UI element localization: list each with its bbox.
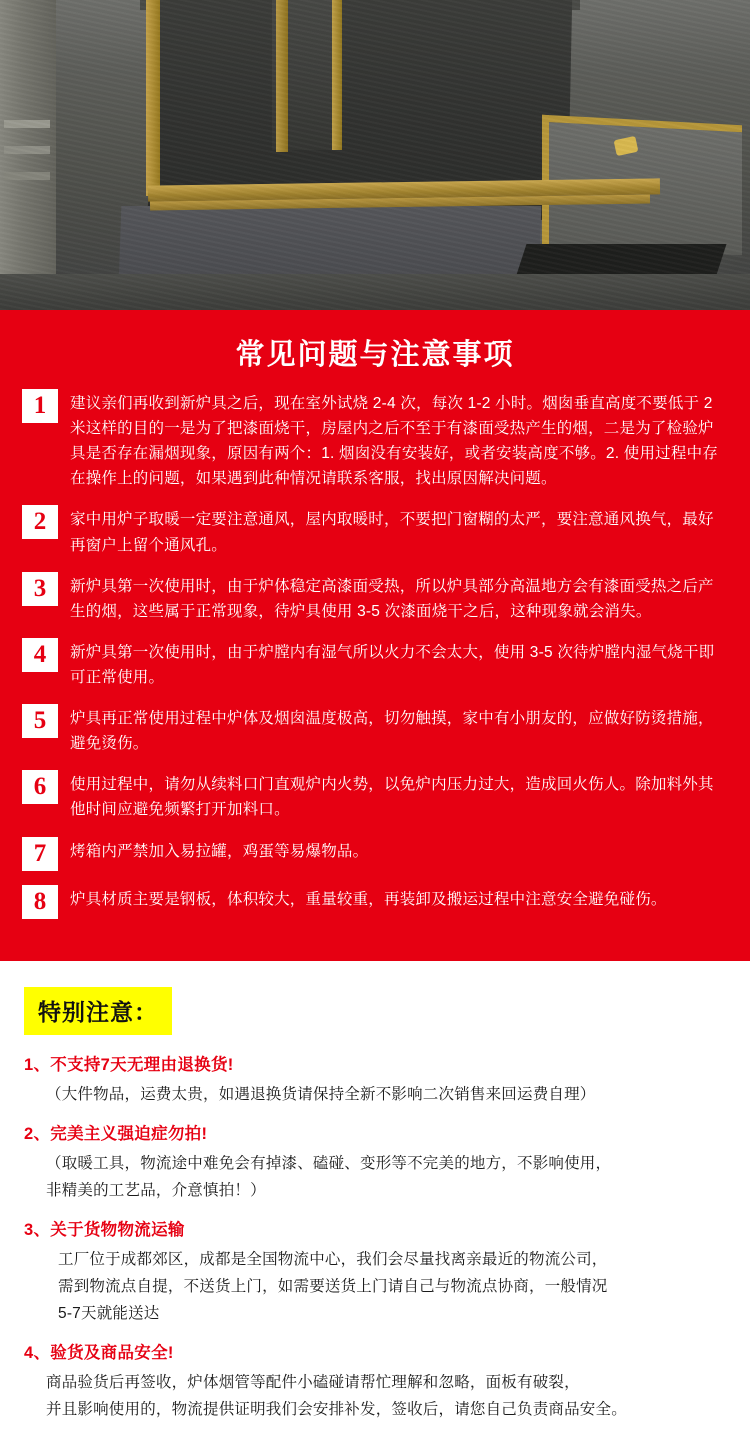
faq-title: 常见问题与注意事项 <box>235 339 515 371</box>
faq-list <box>0 389 750 951</box>
notice-heading: 4、验货及商品安全! <box>24 1344 174 1363</box>
faq-item-text: 新炉具第一次使用时，由于炉体稳定高漆面受热，所以炉具部分高温地方会有漆面受热之后产生的烟，这些属于正常现象，待炉具使用 3-5 次漆面烧干之后，这种现象就会消失。 <box>70 577 714 620</box>
faq-item <box>22 704 724 756</box>
faq-item-text: 建议亲们再收到新炉具之后，现在室外试烧 2-4 次，每次 1-2 小时。烟囱垂直高度不要低于 2 米这样的目的一是为了把漆面烧干，房屋内之后不至于有漆面受热产生的烟，二是为了检验炉具是否存在漏烟现象，原因有两个：1. 烟囱没有安装好，或者安装高度不够。2. 使用过程中存在操作上的问题，如果遇到此种情况请联系客服，找出原因解决问题。 <box>70 395 718 488</box>
faq-item <box>22 837 724 871</box>
faq-item-number: 3 <box>22 572 58 606</box>
faq-item <box>22 389 724 491</box>
notice-block <box>24 1339 726 1423</box>
faq-item-text: 烤箱内严禁加入易拉罐，鸡蛋等易爆物品。 <box>70 842 369 860</box>
faq-item-number: 4 <box>22 638 58 672</box>
special-notice-section <box>0 961 750 1454</box>
faq-item-number: 5 <box>22 704 58 738</box>
notice-heading: 3、关于货物物流运输 <box>24 1220 185 1239</box>
faq-item <box>22 638 724 690</box>
faq-item-number: 8 <box>22 885 58 919</box>
faq-item-number: 7 <box>22 837 58 871</box>
notice-heading: 2、完美主义强迫症勿拍! <box>24 1124 208 1143</box>
faq-item <box>22 572 724 624</box>
notice-block <box>24 1216 726 1327</box>
notice-line: 非精美的工艺品，介意慎拍！） <box>46 1181 266 1199</box>
notice-line: （大件物品，运费太贵，如遇退换货请保持全新不影响二次销售来回运费自理） <box>46 1085 596 1103</box>
faq-item-number: 6 <box>22 770 58 804</box>
faq-item-text: 使用过程中，请勿从续料口门直观炉内火势，以免炉内压力过大，造成回火伤人。除加料外其他时间应避免频繁打开加料口。 <box>70 776 714 819</box>
faq-item <box>22 505 724 557</box>
faq-item-number: 2 <box>22 505 58 539</box>
notice-line: 商品验货后再签收，炉体烟管等配件小磕碰请帮忙理解和忽略，面板有破裂， <box>46 1374 580 1392</box>
notice-block <box>24 1120 726 1204</box>
faq-item-text: 家中用炉子取暖一定要注意通风，屋内取暖时，不要把门窗糊的太严，要注意通风换气，最好再窗户上留个通风孔。 <box>70 511 714 554</box>
notice-line: 工厂位于成都郊区，成都是全国物流中心，我们会尽量找离亲最近的物流公司， <box>58 1250 608 1268</box>
faq-item-text: 新炉具第一次使用时，由于炉膛内有湿气所以火力不会太大，使用 3-5 次待炉膛内湿气烧干即可正常使用。 <box>70 643 715 686</box>
notice-block <box>24 1051 726 1108</box>
faq-item-text: 炉具材质主要是钢板，体积较大，重量较重，再装卸及搬运过程中注意安全避免碰伤。 <box>70 890 667 908</box>
notice-line: 并且影响使用的，物流提供证明我们会安排补发，签收后，请您自己负责商品安全。 <box>46 1401 627 1419</box>
notice-line: 5-7天就能送达 <box>58 1305 160 1323</box>
faq-item-number: 1 <box>22 389 58 423</box>
product-photo <box>0 0 750 310</box>
special-notice-title-wrap <box>24 987 726 1035</box>
faq-item-text: 炉具再正常使用过程中炉体及烟囱温度极高，切勿触摸，家中有小朋友的，应做好防烫措施，避免烫伤。 <box>70 710 714 753</box>
special-notice-title: 特别注意： <box>24 987 172 1035</box>
faq-section <box>0 310 750 961</box>
notice-line: （取暖工具，物流途中难免会有掉漆、磕碰、变形等不完美的地方，不影响使用， <box>46 1154 612 1172</box>
notice-heading: 1、不支持7天无理由退换货! <box>24 1055 234 1074</box>
faq-item <box>22 770 724 822</box>
faq-item <box>22 885 724 919</box>
photo-texture-overlay <box>0 0 750 310</box>
notice-line: 需到物流点自提，不送货上门，如需要送货上门请自己与物流点协商，一般情况 <box>58 1278 608 1296</box>
